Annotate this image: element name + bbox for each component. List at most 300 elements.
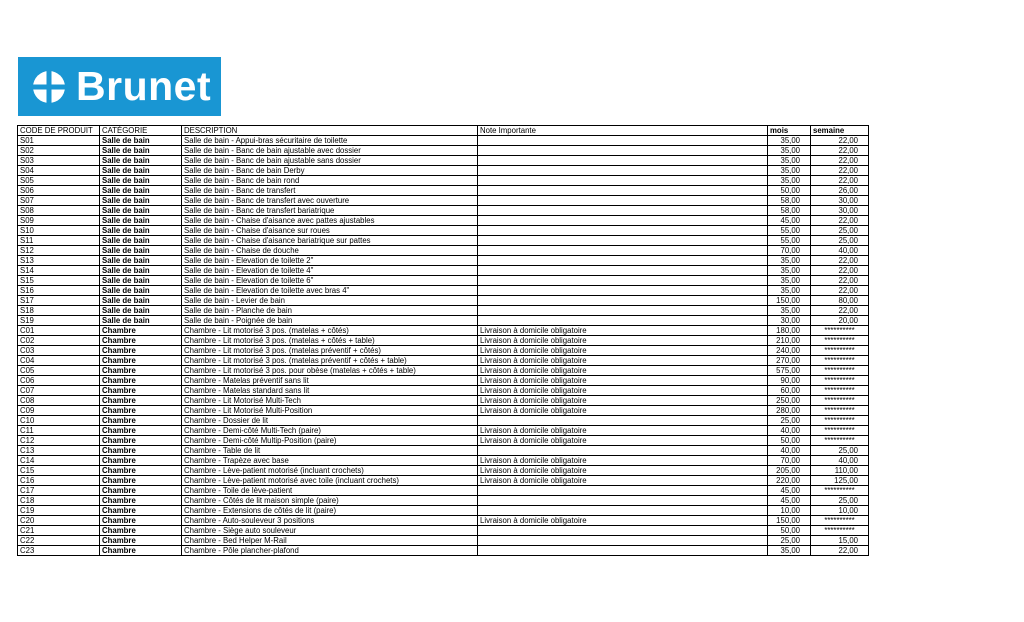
cell-category: Chambre xyxy=(100,356,182,366)
cell-description: Chambre - Toile de lève-patient xyxy=(182,486,478,496)
cell-note: Livraison à domicile obligatoire xyxy=(478,346,768,356)
cell-category: Salle de bain xyxy=(100,166,182,176)
table-row xyxy=(18,536,869,546)
table-row xyxy=(18,196,869,206)
cell-code: C22 xyxy=(18,536,100,546)
cell-note xyxy=(478,236,768,246)
cell-code: S10 xyxy=(18,226,100,236)
cell-code: S13 xyxy=(18,256,100,266)
cell-week: 25,00 xyxy=(811,446,869,456)
cell-code: S02 xyxy=(18,146,100,156)
cell-description: Salle de bain - Levier de bain xyxy=(182,296,478,306)
cell-week: ********** xyxy=(811,486,869,496)
cell-code: C08 xyxy=(18,396,100,406)
cell-description: Salle de bain - Elevation de toilette 2" xyxy=(182,256,478,266)
cell-month: 280,00 xyxy=(768,406,811,416)
table-row xyxy=(18,256,869,266)
cell-description: Chambre - Lit Motorisé Multi-Position xyxy=(182,406,478,416)
table-row xyxy=(18,326,869,336)
table-row xyxy=(18,216,869,226)
cell-note: Livraison à domicile obligatoire xyxy=(478,396,768,406)
cell-description: Salle de bain - Chaise d'aisance bariatrique sur pattes xyxy=(182,236,478,246)
table-row xyxy=(18,356,869,366)
cell-month: 45,00 xyxy=(768,486,811,496)
cell-month: 150,00 xyxy=(768,516,811,526)
cell-description: Chambre - Auto-souleveur 3 positions xyxy=(182,516,478,526)
cell-month: 150,00 xyxy=(768,296,811,306)
cell-code: C10 xyxy=(18,416,100,426)
cell-month: 270,00 xyxy=(768,356,811,366)
cell-week: 22,00 xyxy=(811,146,869,156)
cell-description: Chambre - Lit motorisé 3 pos. (matelas préventif + côtés) xyxy=(182,346,478,356)
cell-category: Chambre xyxy=(100,456,182,466)
table-row xyxy=(18,176,869,186)
cell-code: C23 xyxy=(18,546,100,556)
cell-description: Salle de bain - Chaise d'aisance avec pattes ajustables xyxy=(182,216,478,226)
cell-description: Chambre - Siège auto souleveur xyxy=(182,526,478,536)
cell-note xyxy=(478,276,768,286)
cell-week: 22,00 xyxy=(811,276,869,286)
cell-week: ********** xyxy=(811,386,869,396)
cell-code: C18 xyxy=(18,496,100,506)
header-row xyxy=(18,126,869,136)
cell-note xyxy=(478,486,768,496)
cell-week: ********** xyxy=(811,526,869,536)
cell-category: Salle de bain xyxy=(100,316,182,326)
cell-category: Salle de bain xyxy=(100,136,182,146)
cell-category: Chambre xyxy=(100,446,182,456)
header-code: CODE DE PRODUIT xyxy=(18,126,100,136)
cell-month: 55,00 xyxy=(768,236,811,246)
table-row xyxy=(18,136,869,146)
cell-code: S14 xyxy=(18,266,100,276)
cell-week: 30,00 xyxy=(811,196,869,206)
cell-note xyxy=(478,506,768,516)
cell-week: 22,00 xyxy=(811,306,869,316)
table-row xyxy=(18,516,869,526)
table-row xyxy=(18,406,869,416)
cell-note: Livraison à domicile obligatoire xyxy=(478,456,768,466)
cell-month: 205,00 xyxy=(768,466,811,476)
cell-description: Chambre - Demi-côté Multip-Position (paire) xyxy=(182,436,478,446)
cell-month: 50,00 xyxy=(768,186,811,196)
cell-month: 35,00 xyxy=(768,266,811,276)
cell-week: 22,00 xyxy=(811,166,869,176)
cell-month: 35,00 xyxy=(768,306,811,316)
cell-month: 50,00 xyxy=(768,436,811,446)
cell-description: Salle de bain - Elevation de toilette 4" xyxy=(182,266,478,276)
cell-note xyxy=(478,196,768,206)
table-row xyxy=(18,346,869,356)
cell-code: S15 xyxy=(18,276,100,286)
cell-code: C19 xyxy=(18,506,100,516)
cell-category: Salle de bain xyxy=(100,216,182,226)
cell-week: ********** xyxy=(811,346,869,356)
cell-category: Chambre xyxy=(100,516,182,526)
cell-week: 22,00 xyxy=(811,256,869,266)
cell-month: 25,00 xyxy=(768,416,811,426)
cell-week: 15,00 xyxy=(811,536,869,546)
cell-code: S07 xyxy=(18,196,100,206)
cell-note: Livraison à domicile obligatoire xyxy=(478,516,768,526)
cell-month: 180,00 xyxy=(768,326,811,336)
cell-category: Salle de bain xyxy=(100,296,182,306)
cell-week: 26,00 xyxy=(811,186,869,196)
cell-week: 22,00 xyxy=(811,286,869,296)
table-row xyxy=(18,156,869,166)
cell-code: S18 xyxy=(18,306,100,316)
cell-category: Salle de bain xyxy=(100,246,182,256)
cell-week: 40,00 xyxy=(811,246,869,256)
table-row xyxy=(18,146,869,156)
table-row xyxy=(18,376,869,386)
cell-week: ********** xyxy=(811,396,869,406)
cell-week: 22,00 xyxy=(811,546,869,556)
cell-code: C09 xyxy=(18,406,100,416)
cell-code: C11 xyxy=(18,426,100,436)
cell-note xyxy=(478,256,768,266)
cell-category: Salle de bain xyxy=(100,206,182,216)
cell-description: Chambre - Lit motorisé 3 pos. (matelas préventif + côtés + table) xyxy=(182,356,478,366)
cell-note: Livraison à domicile obligatoire xyxy=(478,336,768,346)
cell-note: Livraison à domicile obligatoire xyxy=(478,386,768,396)
cell-description: Chambre - Extensions de côtés de lit (paire) xyxy=(182,506,478,516)
table-row xyxy=(18,276,869,286)
cell-code: C04 xyxy=(18,356,100,366)
table-row xyxy=(18,496,869,506)
cell-category: Chambre xyxy=(100,326,182,336)
cell-category: Salle de bain xyxy=(100,146,182,156)
cell-category: Salle de bain xyxy=(100,226,182,236)
table-row xyxy=(18,206,869,216)
cell-week: 40,00 xyxy=(811,456,869,466)
cell-description: Chambre - Demi-côté Multi-Tech (paire) xyxy=(182,426,478,436)
header-week: semaine xyxy=(811,126,869,136)
cell-category: Salle de bain xyxy=(100,286,182,296)
cell-description: Chambre - Lit motorisé 3 pos. (matelas + côtés + table) xyxy=(182,336,478,346)
cell-code: C16 xyxy=(18,476,100,486)
cell-code: S01 xyxy=(18,136,100,146)
cell-week: ********** xyxy=(811,516,869,526)
cell-week: ********** xyxy=(811,356,869,366)
cell-note xyxy=(478,536,768,546)
table-row xyxy=(18,236,869,246)
cell-description: Chambre - Trapèze avec base xyxy=(182,456,478,466)
table-row xyxy=(18,266,869,276)
cell-code: S11 xyxy=(18,236,100,246)
table-row xyxy=(18,286,869,296)
cell-month: 220,00 xyxy=(768,476,811,486)
cell-month: 45,00 xyxy=(768,496,811,506)
cell-category: Salle de bain xyxy=(100,176,182,186)
cell-month: 35,00 xyxy=(768,136,811,146)
cell-description: Salle de bain - Banc de bain rond xyxy=(182,176,478,186)
cell-month: 35,00 xyxy=(768,156,811,166)
cell-category: Chambre xyxy=(100,416,182,426)
cell-note xyxy=(478,416,768,426)
cell-description: Salle de bain - Banc de bain Derby xyxy=(182,166,478,176)
cell-week: 20,00 xyxy=(811,316,869,326)
table-row xyxy=(18,456,869,466)
table-row xyxy=(18,416,869,426)
cell-note: Livraison à domicile obligatoire xyxy=(478,356,768,366)
table-row xyxy=(18,296,869,306)
cell-category: Salle de bain xyxy=(100,256,182,266)
cell-week: ********** xyxy=(811,336,869,346)
cell-note xyxy=(478,216,768,226)
cell-description: Chambre - Lit motorisé 3 pos. (matelas + côtés) xyxy=(182,326,478,336)
cell-week: ********** xyxy=(811,436,869,446)
cell-month: 40,00 xyxy=(768,446,811,456)
cell-code: C12 xyxy=(18,436,100,446)
brand-name: Brunet xyxy=(76,63,212,109)
cell-month: 60,00 xyxy=(768,386,811,396)
cell-category: Chambre xyxy=(100,506,182,516)
cell-month: 240,00 xyxy=(768,346,811,356)
table-row xyxy=(18,436,869,446)
plus-cross-icon xyxy=(32,70,66,104)
rental-price-table xyxy=(17,125,869,556)
cell-week: 22,00 xyxy=(811,176,869,186)
cell-code: S04 xyxy=(18,166,100,176)
cell-category: Chambre xyxy=(100,486,182,496)
cell-code: C03 xyxy=(18,346,100,356)
table-row xyxy=(18,486,869,496)
cell-month: 58,00 xyxy=(768,206,811,216)
cell-note xyxy=(478,546,768,556)
header-note: Note Importante xyxy=(478,126,768,136)
cell-code: S06 xyxy=(18,186,100,196)
cell-month: 55,00 xyxy=(768,226,811,236)
cell-category: Chambre xyxy=(100,536,182,546)
cell-code: C02 xyxy=(18,336,100,346)
cell-category: Chambre xyxy=(100,496,182,506)
cell-month: 40,00 xyxy=(768,426,811,436)
cell-month: 35,00 xyxy=(768,286,811,296)
table-row xyxy=(18,246,869,256)
cell-category: Chambre xyxy=(100,546,182,556)
cell-note: Livraison à domicile obligatoire xyxy=(478,376,768,386)
cell-note: Livraison à domicile obligatoire xyxy=(478,436,768,446)
table-row xyxy=(18,396,869,406)
cell-category: Chambre xyxy=(100,436,182,446)
cell-note xyxy=(478,496,768,506)
cell-category: Salle de bain xyxy=(100,306,182,316)
table-row xyxy=(18,306,869,316)
cell-code: S17 xyxy=(18,296,100,306)
cell-month: 35,00 xyxy=(768,176,811,186)
cell-description: Salle de bain - Elevation de toilette 6" xyxy=(182,276,478,286)
brunet-logo xyxy=(18,57,221,116)
cell-note xyxy=(478,136,768,146)
table-row xyxy=(18,446,869,456)
cell-note xyxy=(478,266,768,276)
cell-month: 70,00 xyxy=(768,456,811,466)
cell-note xyxy=(478,316,768,326)
cell-description: Chambre - Pôle plancher-plafond xyxy=(182,546,478,556)
cell-month: 35,00 xyxy=(768,256,811,266)
cell-week: 25,00 xyxy=(811,226,869,236)
cell-week: 22,00 xyxy=(811,156,869,166)
cell-note xyxy=(478,156,768,166)
header-description: DESCRIPTION xyxy=(182,126,478,136)
cell-category: Salle de bain xyxy=(100,266,182,276)
cell-code: S08 xyxy=(18,206,100,216)
cell-description: Salle de bain - Chaise d'aisance sur roues xyxy=(182,226,478,236)
cell-note xyxy=(478,246,768,256)
cell-code: C17 xyxy=(18,486,100,496)
cell-category: Salle de bain xyxy=(100,196,182,206)
cell-note xyxy=(478,226,768,236)
cell-month: 50,00 xyxy=(768,526,811,536)
cell-month: 30,00 xyxy=(768,316,811,326)
cell-description: Salle de bain - Elevation de toilette avec bras 4" xyxy=(182,286,478,296)
cell-category: Chambre xyxy=(100,526,182,536)
cell-description: Salle de bain - Banc de transfert bariatrique xyxy=(182,206,478,216)
cell-month: 35,00 xyxy=(768,146,811,156)
cell-description: Chambre - Lève-patient motorisé avec toile (incluant crochets) xyxy=(182,476,478,486)
cell-note xyxy=(478,526,768,536)
cell-category: Salle de bain xyxy=(100,186,182,196)
cell-description: Salle de bain - Banc de transfert xyxy=(182,186,478,196)
table-row xyxy=(18,186,869,196)
cell-week: 110,00 xyxy=(811,466,869,476)
cell-description: Chambre - Table de lit xyxy=(182,446,478,456)
cell-category: Salle de bain xyxy=(100,276,182,286)
cell-week: ********** xyxy=(811,406,869,416)
cell-description: Salle de bain - Banc de bain ajustable avec dossier xyxy=(182,146,478,156)
cell-month: 10,00 xyxy=(768,506,811,516)
cell-description: Salle de bain - Poignée de bain xyxy=(182,316,478,326)
table-row xyxy=(18,366,869,376)
table-row xyxy=(18,426,869,436)
cell-code: C07 xyxy=(18,386,100,396)
cell-week: ********** xyxy=(811,366,869,376)
cell-description: Salle de bain - Planche de bain xyxy=(182,306,478,316)
cell-description: Chambre - Côtés de lit maison simple (paire) xyxy=(182,496,478,506)
cell-description: Salle de bain - Chaise de douche xyxy=(182,246,478,256)
cell-code: C13 xyxy=(18,446,100,456)
cell-code: C05 xyxy=(18,366,100,376)
cell-description: Chambre - Dossier de lit xyxy=(182,416,478,426)
cell-code: S12 xyxy=(18,246,100,256)
cell-code: C20 xyxy=(18,516,100,526)
cell-week: ********** xyxy=(811,426,869,436)
cell-month: 35,00 xyxy=(768,276,811,286)
cell-month: 210,00 xyxy=(768,336,811,346)
cell-category: Chambre xyxy=(100,346,182,356)
cell-code: C06 xyxy=(18,376,100,386)
cell-week: 22,00 xyxy=(811,216,869,226)
cell-note: Livraison à domicile obligatoire xyxy=(478,476,768,486)
cell-note xyxy=(478,446,768,456)
table-row xyxy=(18,476,869,486)
table-row xyxy=(18,546,869,556)
table-row xyxy=(18,466,869,476)
cell-category: Chambre xyxy=(100,336,182,346)
header-month: mois xyxy=(768,126,811,136)
cell-category: Chambre xyxy=(100,386,182,396)
cell-week: ********** xyxy=(811,416,869,426)
cell-note xyxy=(478,186,768,196)
cell-category: Salle de bain xyxy=(100,156,182,166)
cell-description: Chambre - Lit motorisé 3 pos. pour obèse (matelas + côtés + table) xyxy=(182,366,478,376)
cell-note: Livraison à domicile obligatoire xyxy=(478,406,768,416)
cell-week: 22,00 xyxy=(811,266,869,276)
cell-code: S19 xyxy=(18,316,100,326)
table-row xyxy=(18,386,869,396)
cell-week: 80,00 xyxy=(811,296,869,306)
cell-month: 45,00 xyxy=(768,216,811,226)
cell-note xyxy=(478,306,768,316)
cell-category: Chambre xyxy=(100,376,182,386)
cell-note xyxy=(478,166,768,176)
cell-note: Livraison à domicile obligatoire xyxy=(478,466,768,476)
table-row xyxy=(18,336,869,346)
cell-week: 10,00 xyxy=(811,506,869,516)
table-row xyxy=(18,316,869,326)
cell-note xyxy=(478,286,768,296)
cell-code: S05 xyxy=(18,176,100,186)
cell-note: Livraison à domicile obligatoire xyxy=(478,326,768,336)
cell-week: ********** xyxy=(811,376,869,386)
cell-month: 58,00 xyxy=(768,196,811,206)
cell-week: 25,00 xyxy=(811,496,869,506)
cell-category: Chambre xyxy=(100,466,182,476)
cell-note xyxy=(478,296,768,306)
cell-description: Chambre - Matelas standard sans lit xyxy=(182,386,478,396)
cell-month: 575,00 xyxy=(768,366,811,376)
table-row xyxy=(18,166,869,176)
cell-note xyxy=(478,146,768,156)
cell-week: 30,00 xyxy=(811,206,869,216)
cell-description: Salle de bain - Banc de bain ajustable sans dossier xyxy=(182,156,478,166)
cell-description: Chambre - Lève-patient motorisé (incluant crochets) xyxy=(182,466,478,476)
cell-code: S16 xyxy=(18,286,100,296)
cell-description: Salle de bain - Banc de transfert avec ouverture xyxy=(182,196,478,206)
table-row xyxy=(18,226,869,236)
cell-week: 125,00 xyxy=(811,476,869,486)
cell-note xyxy=(478,176,768,186)
cell-month: 35,00 xyxy=(768,166,811,176)
table-row xyxy=(18,506,869,516)
cell-code: C15 xyxy=(18,466,100,476)
cell-week: 25,00 xyxy=(811,236,869,246)
cell-note: Livraison à domicile obligatoire xyxy=(478,366,768,376)
cell-month: 90,00 xyxy=(768,376,811,386)
cell-month: 250,00 xyxy=(768,396,811,406)
cell-code: S09 xyxy=(18,216,100,226)
cell-description: Salle de bain - Appui-bras sécuritaire de toilette xyxy=(182,136,478,146)
cell-month: 25,00 xyxy=(768,536,811,546)
cell-category: Chambre xyxy=(100,476,182,486)
cell-category: Chambre xyxy=(100,396,182,406)
cell-description: Chambre - Bed Helper M-Rail xyxy=(182,536,478,546)
cell-code: C01 xyxy=(18,326,100,336)
table-row xyxy=(18,526,869,536)
cell-note xyxy=(478,206,768,216)
cell-month: 70,00 xyxy=(768,246,811,256)
cell-code: C21 xyxy=(18,526,100,536)
cell-category: Chambre xyxy=(100,406,182,416)
header-category: CATÉGORIE xyxy=(100,126,182,136)
cell-note: Livraison à domicile obligatoire xyxy=(478,426,768,436)
cell-code: C14 xyxy=(18,456,100,466)
cell-category: Salle de bain xyxy=(100,236,182,246)
cell-month: 35,00 xyxy=(768,546,811,556)
cell-category: Chambre xyxy=(100,366,182,376)
cell-description: Chambre - Matelas préventif sans lit xyxy=(182,376,478,386)
